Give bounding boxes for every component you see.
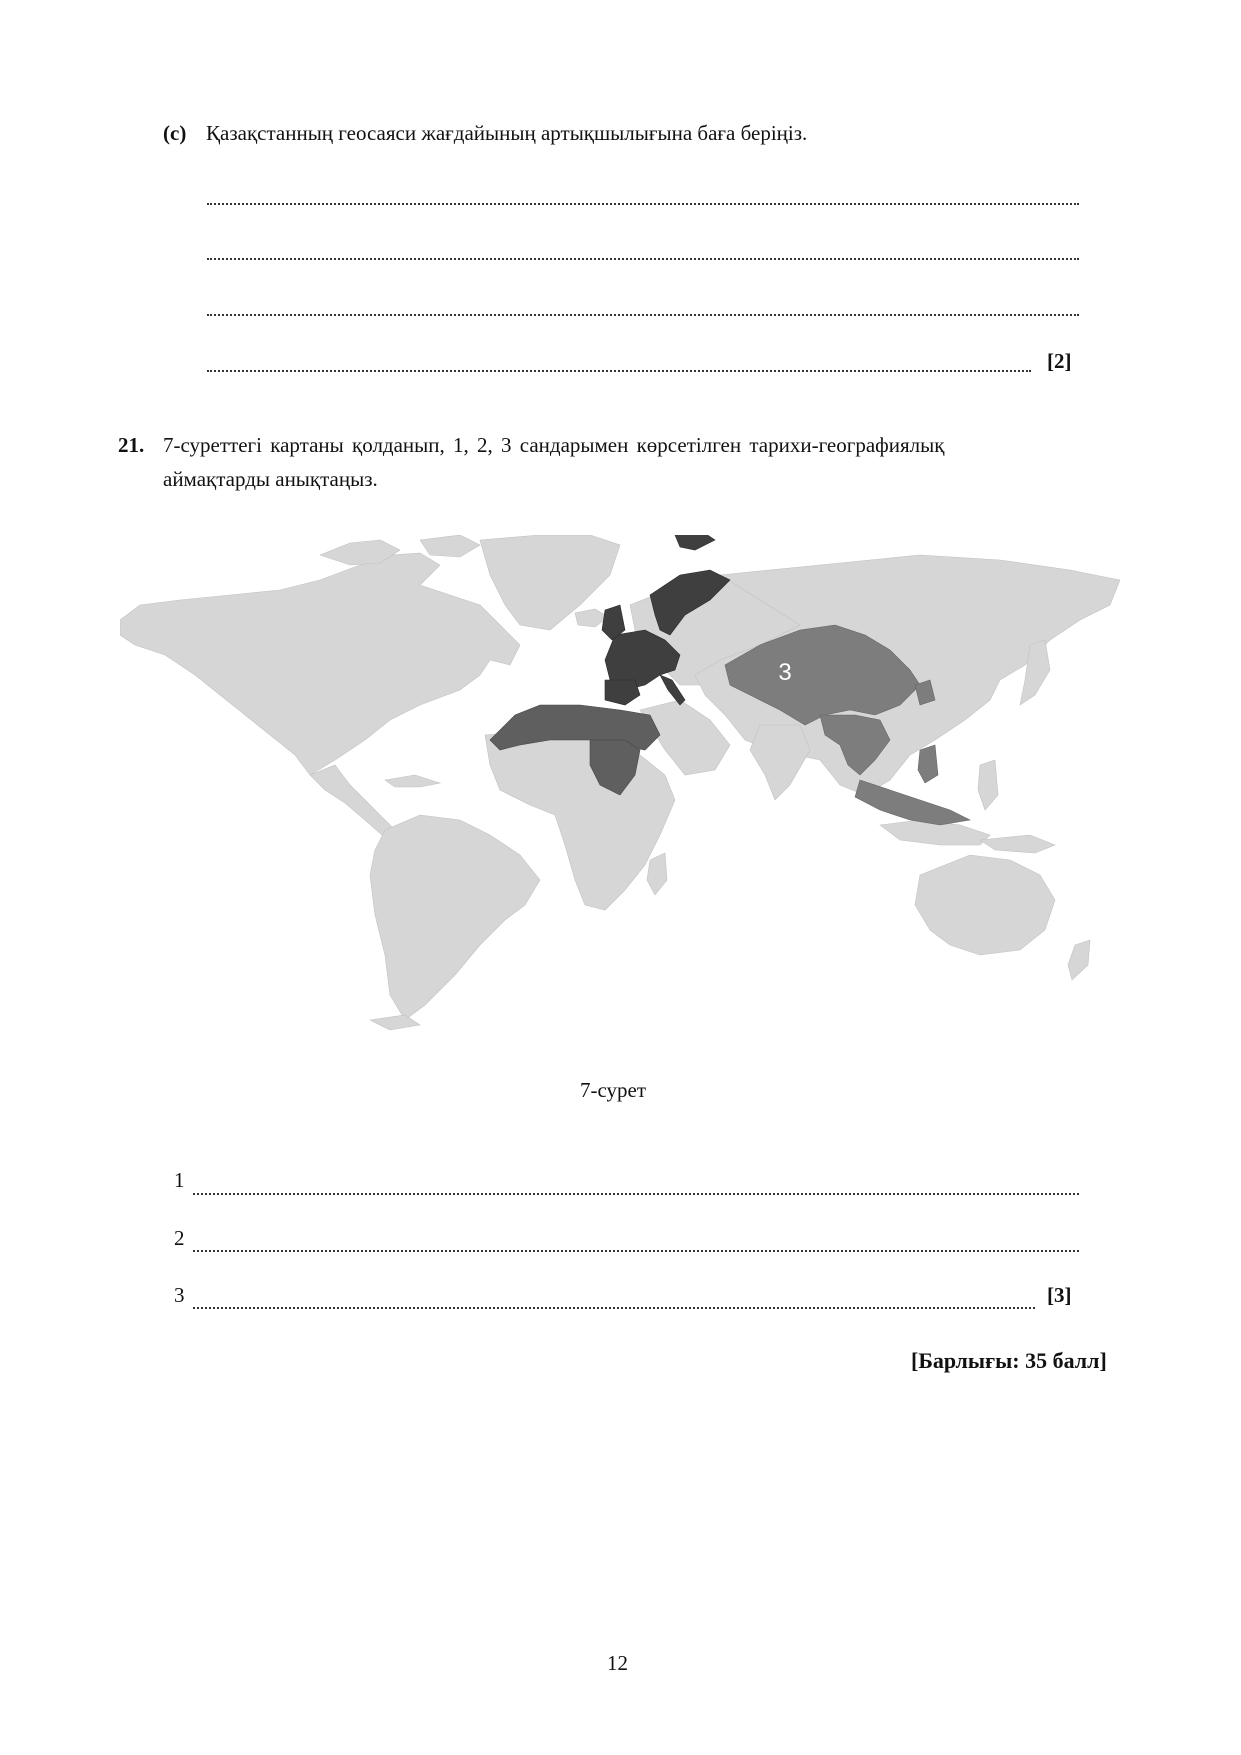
answer-line[interactable]	[207, 370, 1031, 372]
question-text-line2: аймақтарды анықтаңыз.	[163, 467, 378, 491]
answer-number-1: 1	[174, 1168, 185, 1192]
region-label-3: 3	[778, 659, 792, 686]
svalbard-region	[675, 535, 715, 550]
answer-line-1[interactable]	[193, 1193, 1079, 1195]
part-label: (c)	[163, 121, 187, 145]
new-guinea-island	[980, 835, 1055, 853]
region-label-2: 2	[540, 630, 554, 655]
australia-landmass	[915, 855, 1055, 955]
answer-line-3[interactable]	[193, 1307, 1035, 1309]
part-c-marks: [2]	[1047, 349, 1072, 373]
page-number: 12	[607, 1651, 628, 1675]
north-america-landmass	[120, 553, 520, 775]
central-america-landmass	[310, 765, 395, 835]
answer-line[interactable]	[207, 314, 1079, 316]
question-number: 21.	[118, 433, 145, 457]
answer-number-3: 3	[174, 1283, 185, 1307]
new-zealand-islands	[1068, 940, 1090, 980]
sea-islands	[978, 760, 998, 810]
figure-caption: 7-сурет	[580, 1078, 647, 1102]
answer-number-2: 2	[174, 1226, 185, 1250]
india-landmass	[750, 725, 810, 800]
answer-line[interactable]	[207, 203, 1079, 205]
south-america-landmass	[370, 815, 540, 1020]
archipelago-region	[855, 780, 970, 825]
madagascar-island	[647, 853, 667, 895]
answer-line[interactable]	[207, 258, 1079, 260]
region-label-1: 1	[533, 681, 547, 706]
answer-line-2[interactable]	[193, 1250, 1079, 1252]
caribbean-islands	[385, 775, 440, 787]
part-c-question: Қазақстанның геосаяси жағдайының артықшылығына баға беріңіз.	[206, 121, 808, 145]
arctic-islands	[420, 535, 480, 557]
question-text-line1: 7-суреттегі картаны қолданып, 1, 2, 3 сандарымен көрсетілген тарихи-географиялық	[163, 433, 945, 457]
philippines-region	[918, 745, 938, 783]
q21-marks: [3]	[1047, 1283, 1072, 1307]
total-score: [Барлығы: 35 балл]	[911, 1348, 1107, 1373]
world-map	[120, 535, 1120, 1035]
southern-islands	[370, 1015, 420, 1030]
iberia-region	[605, 680, 640, 705]
